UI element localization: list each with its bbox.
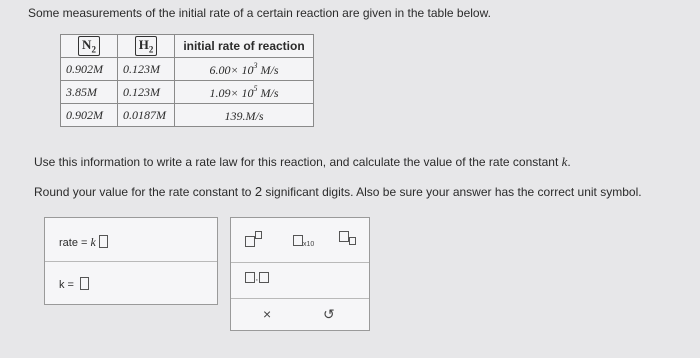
exponent-box-icon [255, 231, 262, 239]
rate-law-row [59, 235, 108, 250]
cell-h2: 0.0187M [118, 104, 175, 127]
rate-law-input[interactable] [99, 235, 108, 248]
table-row [61, 58, 314, 81]
toolbar-divider [231, 298, 369, 299]
k-value-input[interactable] [80, 277, 89, 290]
rate-label: rate = [59, 237, 91, 249]
cell-rate: $6.00\times 10^3$ M/s [175, 58, 314, 81]
cell-rate: 139.M/s [175, 104, 314, 127]
table-header-row [61, 35, 314, 58]
header-rate: initial rate of reaction [175, 35, 314, 58]
base-box-icon [245, 236, 255, 247]
times-ten-button[interactable] [293, 235, 314, 249]
cell-h2: 0.123M [118, 58, 175, 81]
answer-panel [44, 217, 218, 305]
h2-symbol: H [138, 37, 149, 53]
subscript-button[interactable] [339, 231, 356, 245]
base-box-icon [339, 231, 349, 242]
rate-k-symbol: k [90, 235, 96, 249]
cell-h2: 0.123M [118, 81, 175, 104]
right-box-icon [259, 272, 269, 283]
cell-n2: 0.902M [61, 58, 118, 81]
instruction-line-1: Use this information to write a rate law for this reaction, and calculate the value of the rate constant k. [34, 154, 571, 169]
math-toolbar [230, 217, 370, 331]
table-row [61, 81, 314, 104]
undo-icon: ↺ [323, 306, 335, 322]
h2-subscript: 2 [148, 44, 154, 55]
superscript-button[interactable] [245, 231, 262, 250]
cell-n2: 0.902M [61, 104, 118, 127]
answer-divider [45, 261, 217, 262]
mantissa-box-icon [293, 235, 303, 246]
n2-subscript: 2 [91, 44, 96, 55]
rate-data-table [60, 34, 314, 127]
x10-label: x10 [303, 241, 315, 248]
table-row [61, 104, 314, 127]
question-intro: Some measurements of the initial rate of a certain reaction are given in the table below. [28, 6, 491, 20]
subscript-box-icon [349, 237, 356, 245]
cell-rate: $1.09\times 10^5$ M/s [175, 81, 314, 104]
close-icon: × [263, 306, 272, 322]
undo-button[interactable] [323, 306, 335, 323]
k-label: k = [59, 279, 78, 291]
left-box-icon [245, 272, 255, 283]
header-n2 [61, 35, 118, 58]
header-h2 [118, 35, 175, 58]
dot-icon: · [255, 274, 259, 286]
instruction-line-2: Round your value for the rate constant to 2 significant digits. Also be sure your answer has the correct unit symbol. [34, 184, 642, 199]
n2-symbol: N [82, 37, 92, 53]
clear-button[interactable] [263, 306, 271, 322]
toolbar-divider [231, 262, 369, 263]
k-value-row [59, 277, 89, 291]
cell-n2: 3.85M [61, 81, 118, 104]
multiply-dot-button[interactable] [245, 272, 269, 286]
